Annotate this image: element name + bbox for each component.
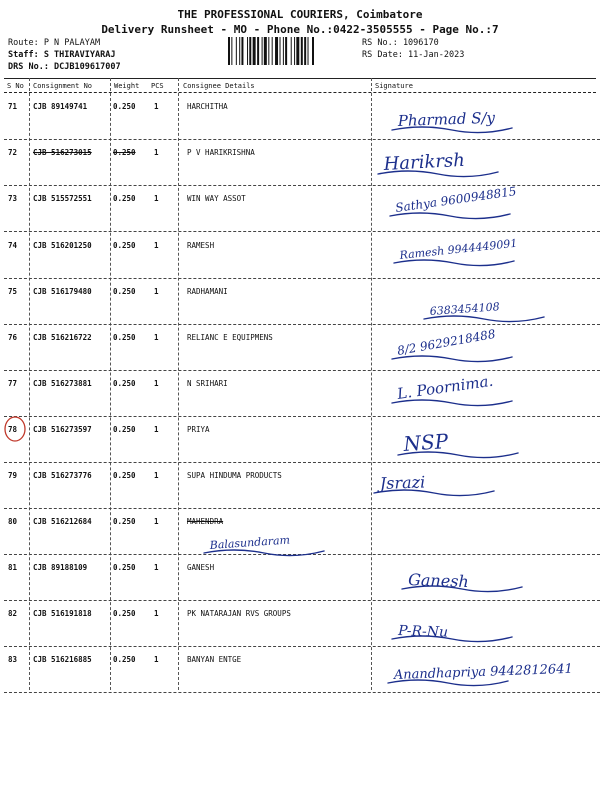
handwritten-signature: [0, 555, 470, 601]
row-weight: 0.250: [113, 655, 136, 664]
handwritten-signature: [0, 233, 518, 279]
row-sno: 76: [8, 333, 18, 342]
barcode-bar: [308, 37, 309, 65]
row-consignment-no: CJB 516273881: [33, 379, 92, 388]
barcode-bar: [264, 37, 267, 65]
row-consignee: PK NATARAJAN RVS GROUPS: [187, 609, 291, 618]
barcode-bar: [268, 37, 269, 65]
signature-text: 8/2 9629218488: [396, 326, 497, 358]
table-row: [0, 555, 600, 601]
handwritten-signature: [0, 647, 573, 693]
row-consignment-no: CJB 515572551: [33, 194, 92, 203]
row-consignment-no: CJB 89149741: [33, 102, 88, 111]
handwritten-signature: [0, 417, 449, 463]
barcode-image: [228, 37, 356, 65]
row-consignee: N SRIHARI: [187, 379, 228, 388]
row-consignment-no: CJB 516212684: [33, 517, 92, 526]
table-row: [0, 186, 600, 232]
row-pcs: 1: [154, 194, 159, 203]
row-pcs: 1: [154, 379, 159, 388]
signature-text: Ganesh: [407, 570, 470, 592]
col-header-sno: S No: [7, 82, 24, 90]
document-title: THE PROFESSIONAL COURIERS, Coimbatore: [177, 8, 423, 21]
table-row: [0, 233, 600, 279]
row-weight: 0.250: [113, 563, 136, 572]
signature-text: Harikrsh: [383, 149, 466, 175]
row-sno: 75: [8, 287, 18, 296]
row-weight: 0.250: [113, 471, 136, 480]
row-consignee: WIN WAY ASSOT: [187, 194, 246, 203]
row-consignment-no: CJB 89188109: [33, 563, 88, 572]
barcode-bar: [275, 37, 278, 65]
col-header-weight: Weight: [114, 82, 140, 90]
row-sno: 83: [8, 655, 18, 664]
signature-text: Sathya 9600948815: [394, 184, 518, 215]
drs-number: DRS No.: DCJB109617007: [8, 62, 121, 72]
row-consignee: HARCHITHA: [187, 102, 228, 111]
row-sno: 74: [8, 241, 18, 250]
row-sno: 81: [8, 563, 18, 572]
circle-annotation: [3, 415, 27, 443]
barcode-bar: [285, 37, 287, 65]
row-consignee: BANYAN ENTGE: [187, 655, 242, 664]
row-pcs: 1: [154, 425, 159, 434]
row-consignment-no: CJB 516273015: [33, 148, 92, 157]
row-weight: 0.250: [113, 148, 136, 157]
table-row: [0, 371, 600, 417]
row-consignee: RADHAMANI: [187, 287, 228, 296]
row-consignment-no: CJB 516273597: [33, 425, 92, 434]
handwritten-signature: [0, 279, 501, 325]
row-pcs: 1: [154, 517, 159, 526]
col-header-consignee: Consignee Details: [183, 82, 255, 90]
row-pcs: 1: [154, 148, 159, 157]
barcode-bar: [236, 37, 237, 65]
row-weight: 0.250: [113, 425, 136, 434]
row-pcs: 1: [154, 655, 159, 664]
row-consignment-no: CJB 516273776: [33, 471, 92, 480]
row-pcs: 1: [154, 609, 159, 618]
barcode-bar: [257, 37, 259, 65]
signature-text: Balasundaram: [209, 533, 291, 552]
row-pcs: 1: [154, 563, 159, 572]
row-sno: 73: [8, 194, 18, 203]
table-row: [0, 279, 600, 325]
row-sno: 71: [8, 102, 18, 111]
barcode-bar: [296, 37, 299, 65]
handwritten-signature: [0, 184, 518, 232]
signature-stroke: [392, 356, 512, 362]
row-weight: 0.250: [113, 333, 136, 342]
table-row: [0, 601, 600, 647]
col-header-consignment: Consignment No: [33, 82, 93, 90]
route-label: Route: P N PALAYAM: [8, 38, 101, 48]
rs-number: RS No.: 1096170: [362, 38, 439, 48]
table-row: [0, 647, 600, 693]
row-sno: 79: [8, 471, 18, 480]
signature-text: L. Poornima.: [396, 371, 495, 403]
row-weight: 0.250: [113, 102, 136, 111]
barcode-bar: [272, 37, 273, 65]
barcode-bar: [312, 37, 314, 65]
row-consignee: PRIYA: [187, 425, 210, 434]
row-pcs: 1: [154, 241, 159, 250]
row-consignment-no: CJB 516191818: [33, 609, 92, 618]
barcode-bar: [294, 37, 295, 65]
signature-stroke: [394, 260, 514, 266]
signature-stroke: [390, 213, 510, 219]
table-row: [0, 509, 600, 555]
table-row: [0, 417, 600, 463]
signature-text: Jsrazi: [379, 472, 426, 493]
barcode-bar: [253, 37, 256, 65]
col-header-signature: Signature: [375, 82, 413, 90]
table-row: [0, 325, 600, 371]
row-consignee: RAMESH: [187, 241, 215, 250]
row-sno: 77: [8, 379, 18, 388]
barcode-bar: [304, 37, 306, 65]
table-row: [0, 463, 600, 509]
row-weight: 0.250: [113, 241, 136, 250]
signature-stroke: [392, 400, 512, 406]
row-consignee: RELIANC E EQUIPMENS: [187, 333, 273, 342]
signature-text: Anandhapriya 9442812641: [393, 661, 573, 683]
row-weight: 0.250: [113, 194, 136, 203]
barcode-bar: [239, 37, 240, 65]
row-weight: 0.250: [113, 609, 136, 618]
staff-label: Staff: S THIRAVIYARAJ: [8, 50, 116, 60]
row-consignee: MAHENDRA: [187, 517, 224, 526]
handwritten-signature: [0, 371, 495, 417]
signature-text: Pharmad S/y: [397, 108, 496, 130]
handwritten-signature: [0, 509, 291, 555]
row-sno: 78: [8, 425, 18, 434]
barcode-bar: [291, 37, 292, 65]
row-pcs: 1: [154, 471, 159, 480]
barcode-bar: [280, 37, 281, 65]
row-consignment-no: CJB 516216722: [33, 333, 92, 342]
row-pcs: 1: [154, 333, 159, 342]
row-sno: 72: [8, 148, 18, 157]
row-consignment-no: CJB 516179480: [33, 287, 92, 296]
row-consignee: P V HARIKRISHNA: [187, 148, 255, 157]
barcode-bar: [249, 37, 251, 65]
row-pcs: 1: [154, 102, 159, 111]
row-consignee: SUPA HINDUMA PRODUCTS: [187, 471, 282, 480]
row-sno: 82: [8, 609, 18, 618]
barcode-bar: [283, 37, 284, 65]
row-weight: 0.250: [113, 517, 136, 526]
table-row: [0, 140, 600, 186]
handwritten-signature: [0, 94, 496, 140]
row-sno: 80: [8, 517, 18, 526]
row-consignment-no: CJB 516201250: [33, 241, 92, 250]
barcode-bar: [228, 37, 230, 65]
header-rule-top: [4, 78, 596, 79]
barcode-bar: [301, 37, 303, 65]
row-weight: 0.250: [113, 379, 136, 388]
rs-date: RS Date: 11-Jan-2023: [362, 50, 465, 60]
header-rule-bottom: [4, 92, 596, 93]
row-consignment-no: CJB 516216885: [33, 655, 92, 664]
barcode-bar: [241, 37, 243, 65]
col-header-pcs: PCS: [151, 82, 164, 90]
signature-stroke: [424, 316, 544, 322]
signature-text: NSP: [402, 428, 449, 456]
barcode-bar: [231, 37, 232, 65]
row-weight: 0.250: [113, 287, 136, 296]
signature-text: 6383454108: [429, 300, 501, 318]
barcode-bar: [247, 37, 248, 65]
signature-stroke: [374, 490, 494, 496]
signature-text: Ramesh 9944449091: [398, 236, 518, 262]
table-row: [0, 94, 600, 140]
row-pcs: 1: [154, 287, 159, 296]
runsheet-subtitle: Delivery Runsheet - MO - Phone No.:0422-3505555 - Page No.:7: [101, 23, 499, 36]
row-consignee: GANESH: [187, 563, 215, 572]
signature-text: P-R-Nu: [397, 623, 449, 641]
barcode-bar: [262, 37, 263, 65]
